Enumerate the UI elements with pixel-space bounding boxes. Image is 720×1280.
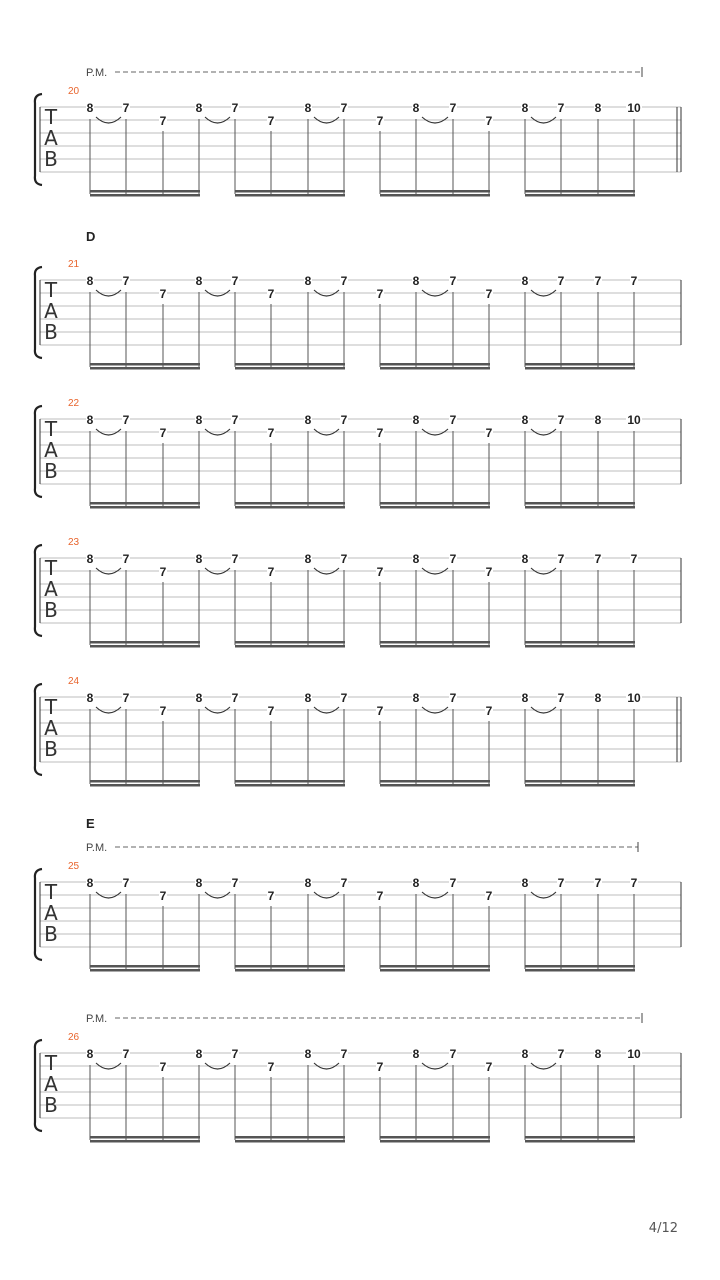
beam-secondary [235,367,345,370]
tab-clef-letter: A [44,299,58,323]
beam-primary [380,363,490,366]
fret-number: 7 [485,287,493,301]
beam-primary [235,965,345,968]
beam-secondary [235,645,345,648]
beam-secondary [90,506,200,509]
beam-primary [380,965,490,968]
fret-number: 7 [159,704,167,718]
beam-secondary [380,645,490,648]
tab-system [35,676,681,787]
beam-secondary [90,645,200,648]
fret-number: 7 [122,691,130,705]
fret-number: 7 [594,552,602,566]
beam-secondary [90,194,200,197]
fret-number: 7 [630,274,638,288]
beam-primary [525,1136,635,1139]
fret-number: 7 [267,565,275,579]
beam-primary [380,780,490,783]
beam-secondary [380,367,490,370]
tab-system [35,67,681,197]
fret-number: 8 [304,413,312,427]
fret-number: 8 [412,274,420,288]
tab-clef-letter: T [44,278,58,302]
fret-number: 7 [449,1047,457,1061]
tab-clef-letter: A [44,901,58,925]
tab-system [35,1013,681,1143]
beam-primary [380,190,490,193]
fret-number: 7 [267,704,275,718]
fret-number: 8 [521,691,529,705]
beam-primary [90,965,200,968]
fret-number: 8 [412,101,420,115]
fret-number: 8 [521,101,529,115]
fret-number: 7 [122,101,130,115]
fret-number: 7 [340,691,348,705]
fret-number: 7 [267,114,275,128]
fret-number: 7 [594,274,602,288]
beam-primary [380,641,490,644]
system-bracket [35,684,42,775]
beam-secondary [380,784,490,787]
fret-number: 7 [159,287,167,301]
palm-mute-label: P.M. [86,67,108,79]
system-bracket [35,1040,42,1131]
fret-number: 7 [231,552,239,566]
beam-primary [235,1136,345,1139]
system-bracket [35,545,42,636]
fret-number: 8 [86,552,94,566]
fret-number: 8 [304,691,312,705]
fret-number: 7 [485,889,493,903]
system-bracket [35,267,42,358]
section-marker: D [86,229,96,244]
beam-secondary [525,645,635,648]
tab-clef-letter: T [44,417,58,441]
fret-number: 7 [340,876,348,890]
measure-number: 22 [68,398,80,409]
fret-number: 8 [304,1047,312,1061]
beam-secondary [525,367,635,370]
tab-clef-letter: B [44,147,58,171]
tab-clef-letter: A [44,577,58,601]
beam-primary [235,641,345,644]
beam-secondary [235,506,345,509]
tab-clef-letter: B [44,459,58,483]
fret-number: 8 [86,274,94,288]
beam-primary [90,190,200,193]
fret-number: 8 [304,101,312,115]
fret-number: 7 [267,426,275,440]
tab-system [35,398,681,509]
beam-secondary [525,506,635,509]
fret-number: 7 [340,101,348,115]
beam-primary [235,780,345,783]
fret-number: 8 [521,413,529,427]
fret-number: 10 [627,1047,641,1061]
fret-number: 7 [231,876,239,890]
measure-number: 25 [68,861,80,872]
fret-number: 7 [267,287,275,301]
beam-primary [525,502,635,505]
tab-system [35,537,681,648]
fret-number: 8 [412,413,420,427]
fret-number: 7 [557,274,565,288]
fret-number: 8 [195,691,203,705]
beam-secondary [90,969,200,972]
beam-primary [235,190,345,193]
beam-secondary [235,969,345,972]
fret-number: 7 [449,552,457,566]
fret-number: 7 [159,1060,167,1074]
fret-number: 7 [485,426,493,440]
beam-primary [90,1136,200,1139]
fret-number: 7 [376,114,384,128]
fret-number: 8 [594,691,602,705]
beam-secondary [525,194,635,197]
fret-number: 7 [630,552,638,566]
fret-number: 8 [521,552,529,566]
tab-clef-letter: A [44,1072,58,1096]
page-number: 4/12 [648,1221,678,1236]
fret-number: 8 [86,1047,94,1061]
fret-number: 8 [195,552,203,566]
section-marker: E [86,816,95,831]
fret-number: 8 [86,691,94,705]
fret-number: 8 [594,1047,602,1061]
fret-number: 7 [449,413,457,427]
beam-primary [525,363,635,366]
fret-number: 7 [340,274,348,288]
fret-number: 8 [195,413,203,427]
beam-primary [525,641,635,644]
tab-clef-letter: B [44,1093,58,1117]
fret-number: 7 [122,552,130,566]
tab-clef-letter: T [44,105,58,129]
beam-primary [235,502,345,505]
beam-secondary [525,784,635,787]
beam-primary [90,363,200,366]
fret-number: 8 [195,274,203,288]
fret-number: 7 [557,101,565,115]
tab-clef-letter: T [44,556,58,580]
palm-mute-label: P.M. [86,842,108,854]
palm-mute-label: P.M. [86,1013,108,1025]
tab-system [35,229,681,370]
measure-number: 24 [68,676,80,687]
fret-number: 8 [412,552,420,566]
fret-number: 8 [594,101,602,115]
beam-secondary [380,969,490,972]
beam-secondary [525,969,635,972]
tab-clef-letter: B [44,320,58,344]
fret-number: 7 [231,691,239,705]
fret-number: 7 [449,691,457,705]
tab-clef-letter: T [44,1051,58,1075]
tab-clef-letter: A [44,126,58,150]
beam-primary [525,190,635,193]
beam-primary [90,502,200,505]
fret-number: 7 [376,426,384,440]
fret-number: 7 [376,704,384,718]
fret-number: 10 [627,101,641,115]
fret-number: 7 [376,565,384,579]
fret-number: 8 [86,413,94,427]
measure-number: 21 [68,259,80,270]
fret-number: 7 [231,413,239,427]
fret-number: 8 [195,101,203,115]
fret-number: 7 [376,287,384,301]
beam-secondary [235,784,345,787]
fret-number: 8 [594,413,602,427]
fret-number: 8 [304,552,312,566]
fret-number: 7 [449,274,457,288]
fret-number: 7 [159,426,167,440]
tab-clef-letter: A [44,438,58,462]
beam-primary [90,780,200,783]
beam-primary [525,780,635,783]
beam-secondary [525,1140,635,1143]
system-bracket [35,869,42,960]
fret-number: 7 [159,114,167,128]
fret-number: 8 [521,876,529,890]
fret-number: 8 [195,876,203,890]
beam-secondary [380,1140,490,1143]
fret-number: 8 [86,876,94,890]
beam-primary [90,641,200,644]
system-bracket [35,406,42,497]
fret-number: 7 [557,413,565,427]
tab-system [35,816,681,972]
fret-number: 8 [521,274,529,288]
fret-number: 7 [376,889,384,903]
fret-number: 7 [231,274,239,288]
fret-number: 7 [557,1047,565,1061]
fret-number: 7 [231,1047,239,1061]
fret-number: 7 [485,704,493,718]
fret-number: 7 [557,876,565,890]
measure-number: 26 [68,1032,80,1043]
beam-secondary [380,506,490,509]
fret-number: 7 [557,552,565,566]
beam-secondary [235,194,345,197]
fret-number: 7 [159,565,167,579]
fret-number: 7 [159,889,167,903]
tab-clef-letter: B [44,598,58,622]
fret-number: 7 [630,876,638,890]
beam-secondary [90,367,200,370]
fret-number: 7 [485,114,493,128]
beam-secondary [235,1140,345,1143]
fret-number: 7 [340,413,348,427]
fret-number: 8 [412,876,420,890]
fret-number: 8 [304,274,312,288]
beam-primary [525,965,635,968]
measure-number: 20 [68,86,80,97]
tab-clef-letter: T [44,880,58,904]
fret-number: 7 [340,552,348,566]
fret-number: 7 [340,1047,348,1061]
beam-secondary [90,1140,200,1143]
fret-number: 7 [449,876,457,890]
fret-number: 7 [122,274,130,288]
fret-number: 7 [231,101,239,115]
tab-clef-letter: T [44,695,58,719]
beam-primary [380,502,490,505]
beam-secondary [380,194,490,197]
tab-clef-letter: B [44,737,58,761]
fret-number: 7 [122,876,130,890]
system-bracket [35,94,42,185]
fret-number: 7 [485,1060,493,1074]
fret-number: 7 [485,565,493,579]
fret-number: 8 [195,1047,203,1061]
beam-secondary [90,784,200,787]
fret-number: 8 [521,1047,529,1061]
fret-number: 7 [122,1047,130,1061]
fret-number: 8 [86,101,94,115]
tab-clef-letter: B [44,922,58,946]
measure-number: 23 [68,537,80,548]
fret-number: 7 [557,691,565,705]
beam-primary [380,1136,490,1139]
fret-number: 10 [627,413,641,427]
fret-number: 7 [267,889,275,903]
fret-number: 8 [412,1047,420,1061]
beam-primary [235,363,345,366]
fret-number: 7 [449,101,457,115]
fret-number: 7 [267,1060,275,1074]
fret-number: 8 [412,691,420,705]
tab-clef-letter: A [44,716,58,740]
fret-number: 7 [594,876,602,890]
fret-number: 8 [304,876,312,890]
fret-number: 7 [122,413,130,427]
fret-number: 10 [627,691,641,705]
fret-number: 7 [376,1060,384,1074]
